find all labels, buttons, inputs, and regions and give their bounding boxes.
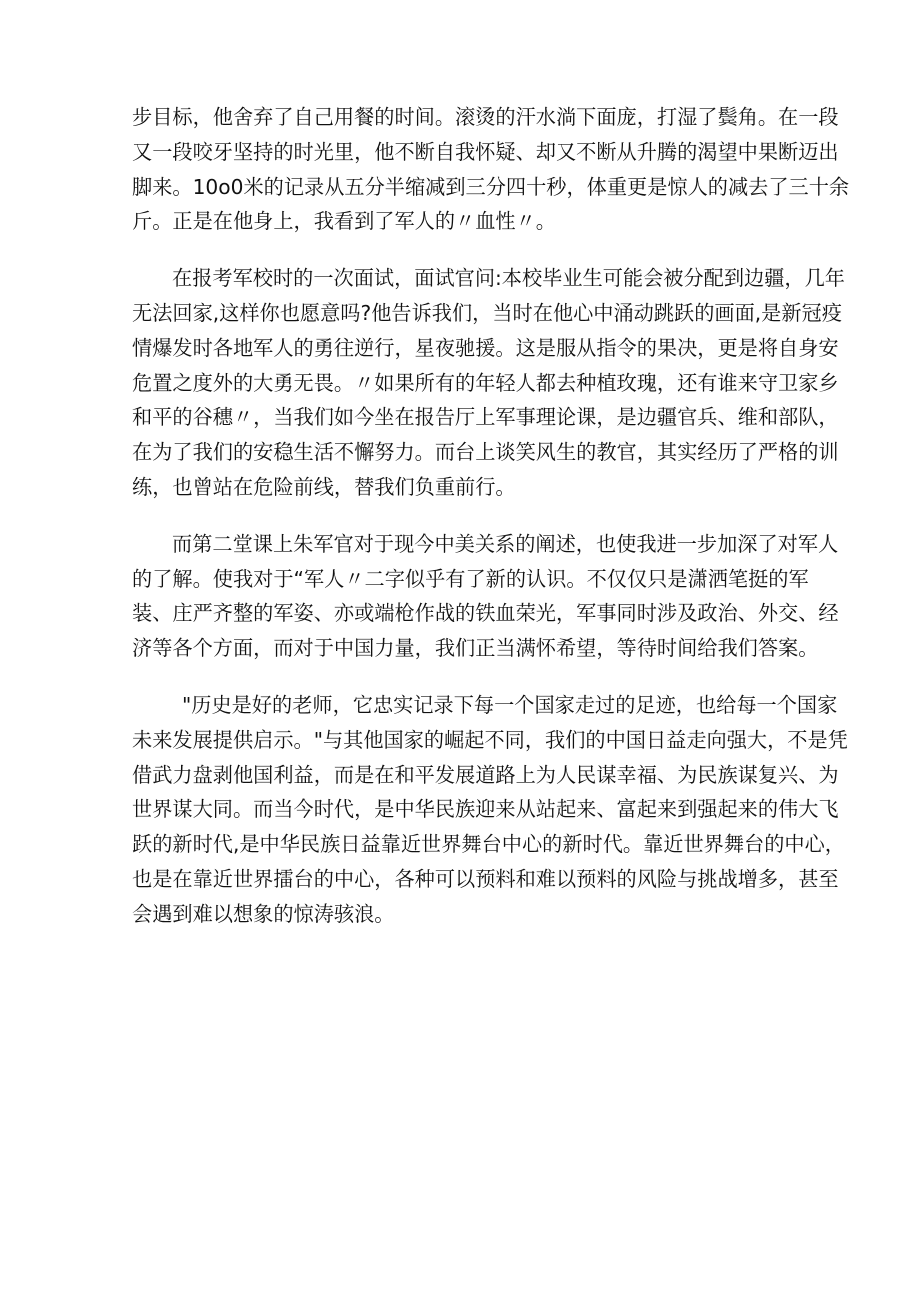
text-line: 情爆发时各地军人的勇往逆行，星夜驰援。这是服从指令的果决，更是将自身安 [132,335,839,360]
text-line: 无法回家,这样你也愿意吗?他告诉我们，当时在他心中涌动跳跃的画面,是新冠疫 [132,300,842,325]
text-line: 在报考军校时的一次面试，面试官问:本校毕业生可能会被分配到边疆，几年 [172,266,845,291]
text-line: 步目标，他舍弃了自己用餐的时间。滚烫的汗水淌下面庞，打湿了鬓角。在一段 [132,105,839,129]
paragraph-1 [132,100,850,239]
text-line: 也是在靠近世界擂台的中心，各种可以预料和难以预料的风险与挑战增多，甚至 [132,866,839,891]
text-line: "历史是好的老师，它忠实记录下每一个国家走过的足迹，也给每一个国家 [182,692,838,717]
text-line: 又一段咬牙坚持的时光里，他不断自我怀疑、却又不断从升腾的渴望中果断迈出 [132,139,839,164]
text-line: 练，也曾站在危险前线，替我们负重前行。 [132,474,516,499]
paragraph-4 [132,688,848,932]
text-line: 斤。正是在他身上，我看到了军人的〃血性〃。 [132,209,556,234]
text-line: 而第二堂课上朱军官对于现今中美关系的阐述，也使我进一步加深了对军人 [172,531,839,556]
document-body [132,100,850,932]
text-line: 济等各个方面，而对于中国力量，我们正当满怀希望，等待时间给我们答案。 [132,636,819,661]
paragraph-3 [132,527,839,666]
text-line: 会遇到难以想象的惊涛骇浪。 [132,901,395,926]
text-line: 的了解。使我对于“军人〃二字似乎有了新的认识。不仅仅只是潇洒笔挺的军 [132,566,809,591]
text-line: 和平的谷穗〃，当我们如今坐在报告厅上军事理论课，是边疆官兵、维和部队， [132,405,839,430]
text-line: 危置之度外的大勇无畏。〃如果所有的年轻人都去种植玫瑰，还有谁来守卫家乡 [132,370,839,395]
text-line: 借武力盘剥他国利益，而是在和平发展道路上为人民谋幸福、为民族谋复兴、为 [132,762,839,787]
text-line: 未来发展提供启示。"与其他国家的崛起不同，我们的中国日益走向强大，不是凭 [132,727,848,752]
text-line: 世界谋大同。而当今时代，是中华民族迎来从站起来、富起来到强起来的伟大飞 [132,797,839,822]
text-line: 在为了我们的安稳生活不懈努力。而台上谈笑风生的教官，其实经历了严格的训 [132,440,839,465]
paragraph-2 [132,261,845,505]
text-line: 脚来。10o0米的记录从五分半缩减到三分四十秒，体重更是惊人的减去了三十余 [132,174,850,199]
text-line: 装、庄严齐整的军姿、亦或端枪作战的铁血荣光，军事同时涉及政治、外交、经 [132,601,839,626]
text-line: 跃的新时代,是中华民族日益靠近世界舞台中心的新时代。靠近世界舞台的中心， [132,832,845,857]
